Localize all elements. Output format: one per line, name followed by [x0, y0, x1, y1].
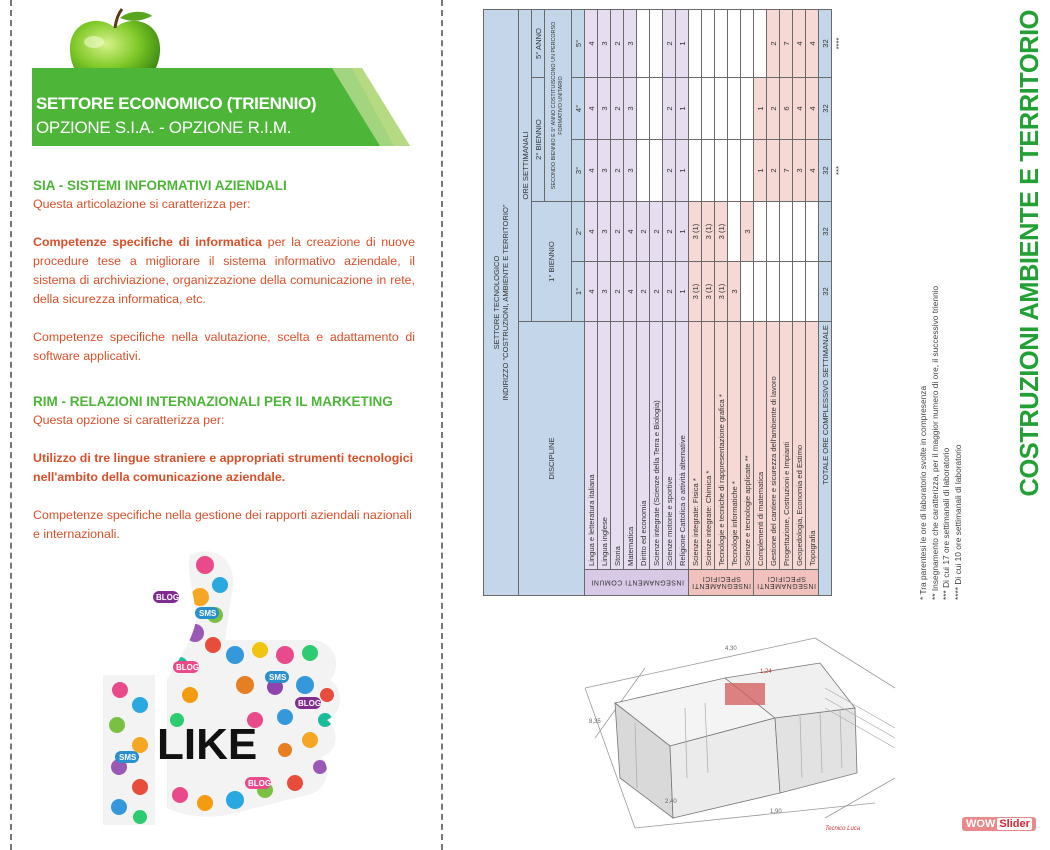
blog-badge: BLOG: [298, 699, 322, 708]
total-year-2: 32: [819, 202, 832, 262]
sia-intro: Questa articolazione si caratterizza per:: [33, 197, 251, 211]
hours-cell: [702, 78, 715, 140]
mark-year-4: [832, 78, 845, 140]
banner-title: SETTORE ECONOMICO (TRIENNIO): [36, 94, 317, 113]
table-row: [689, 9, 702, 595]
blog-badge: BLOG: [176, 663, 200, 672]
hours-cell: 2: [611, 78, 624, 140]
table-row: [624, 9, 637, 595]
hours-cell: [741, 9, 754, 77]
specifici-rows: [689, 9, 754, 595]
table-row: [780, 9, 793, 595]
hours-cell: [637, 78, 650, 140]
table-row: [754, 9, 767, 595]
biennio1-header: 1° BIENNIO: [532, 202, 572, 322]
hours-cell: [689, 78, 702, 140]
hours-cell: 4: [806, 9, 819, 77]
hours-cell: 2: [611, 202, 624, 262]
timetable-footer: [819, 9, 845, 595]
discipline-name: Scienze integrate (Scienze della Terra e Biologia): [650, 322, 663, 570]
sia-paragraph-2: Competenze specifiche nella valutazione, scelta e adattamento di software applicativi.: [33, 330, 415, 363]
footnotes: [918, 240, 998, 600]
hours-cell: [650, 78, 663, 140]
hours-cell: 3 (1): [702, 202, 715, 262]
total-year-3: 32: [819, 140, 832, 202]
hours-cell: 3 (1): [715, 262, 728, 322]
hours-cell: 2: [663, 140, 676, 202]
hours-cell: 1: [676, 9, 689, 77]
group-label: INSEGNAMENTI COMUNI: [585, 570, 689, 596]
hours-cell: [728, 78, 741, 140]
hours-cell: 2: [663, 202, 676, 262]
hours-cell: [741, 140, 754, 202]
discipline-name: Topografia: [806, 322, 819, 570]
hours-cell: [637, 140, 650, 202]
discipline-name: Complementi di matematica: [754, 322, 767, 570]
hours-cell: [637, 9, 650, 77]
discipline-name: Lingua e letteratura italiana: [585, 322, 598, 570]
watermark-slider: Slider: [999, 818, 1030, 830]
hours-cell: 4: [585, 140, 598, 202]
hours-cell: 2: [663, 78, 676, 140]
hours-cell: 4: [585, 78, 598, 140]
total-label: TOTALE ORE COMPLESSIVO SETTIMANALE: [819, 322, 832, 596]
hours-cell: 4: [585, 9, 598, 77]
hours-cell: 2: [767, 78, 780, 140]
hours-cell: 2: [767, 9, 780, 77]
discipline-name: Gestione del cantiere e sicurezza dell'ambiente di lavoro: [767, 322, 780, 570]
mark-year-1: [832, 262, 845, 322]
discipline-name: Scienze integrate: Chimica *: [702, 322, 715, 570]
discipline-name: Scienze integrate: Fisica *: [689, 322, 702, 570]
hours-cell: [689, 140, 702, 202]
table-row: [611, 9, 624, 595]
hours-cell: 7: [780, 9, 793, 77]
hours-cell: 3: [624, 140, 637, 202]
table-row: [741, 9, 754, 595]
hours-cell: 3: [624, 9, 637, 77]
hours-cell: 1: [676, 202, 689, 262]
total-year-4: 32: [819, 78, 832, 140]
hours-cell: 3: [598, 262, 611, 322]
biennio-note: SECONDO BIENNIO E 5° ANNO COSTITUISCONO UN PERCORSO FORMATIVO UNITARIO: [545, 9, 572, 201]
table-row: [585, 9, 598, 595]
hours-cell: 4: [585, 262, 598, 322]
hours-cell: [780, 262, 793, 322]
discipline-name: Progettazione, Costruzioni e Impianti: [780, 322, 793, 570]
blog-badge: BLOG: [248, 779, 272, 788]
hours-cell: 3: [793, 140, 806, 202]
ore-settimanali-header: ORE SETTIMANALI: [519, 9, 532, 321]
hours-cell: 3: [598, 140, 611, 202]
hours-cell: [702, 140, 715, 202]
hours-cell: 1: [676, 78, 689, 140]
hours-cell: 4: [585, 202, 598, 262]
comuni-rows: [585, 9, 689, 595]
sia-heading: SIA - SISTEMI INFORMATIVI AZIENDALI: [33, 178, 287, 193]
year-3: 3°: [572, 140, 585, 202]
hours-cell: 2: [637, 202, 650, 262]
hours-cell: [806, 202, 819, 262]
table-row: [637, 9, 650, 595]
hours-cell: 3: [741, 202, 754, 262]
hours-cell: 1: [754, 78, 767, 140]
hours-cell: [728, 140, 741, 202]
discipline-name: Religione Cattolica o attività alternative: [676, 322, 689, 570]
hours-cell: [702, 9, 715, 77]
watermark-wow: WOW: [966, 818, 996, 830]
hours-cell: 4: [806, 78, 819, 140]
hours-cell: [793, 262, 806, 322]
hours-cell: [715, 78, 728, 140]
hours-cell: [780, 202, 793, 262]
anno5-header: 5° ANNO: [532, 9, 545, 77]
hours-cell: [728, 202, 741, 262]
hours-cell: [754, 262, 767, 322]
hours-cell: 6: [780, 78, 793, 140]
like-thumbs-up-graphic: [95, 545, 350, 840]
hours-cell: 2: [611, 140, 624, 202]
hours-cell: 1: [754, 140, 767, 202]
sia-section: [33, 176, 415, 366]
hours-cell: [793, 202, 806, 262]
indirizzo-label: INDIRIZZO "COSTRUZIONI, AMBIENTE E TERRITORIO": [501, 204, 510, 401]
footnote-2: ** Insegnamento che caratterizza, per il maggior numero di ore, il successivo triennio: [929, 285, 940, 600]
dim-label-1: 4,30: [725, 646, 737, 652]
hours-cell: 2: [650, 202, 663, 262]
hours-cell: 4: [624, 202, 637, 262]
timetable-header: [484, 9, 585, 595]
total-year-1: 32: [819, 262, 832, 322]
banner-subtitle: OPZIONE S.I.A. - OPZIONE R.I.M.: [36, 118, 292, 137]
year-1: 1°: [572, 262, 585, 322]
rim-heading: RIM - RELAZIONI INTERNAZIONALI PER IL MARKETING: [33, 394, 393, 409]
hours-cell: 3: [624, 78, 637, 140]
table-row: [806, 9, 819, 595]
discipline-name: Lingua inglese: [598, 322, 611, 570]
discipline-name: Tecnologie e tecniche di rappresentazione grafica *: [715, 322, 728, 570]
hours-cell: 4: [793, 78, 806, 140]
table-row: [702, 9, 715, 595]
like-text: LIKE: [157, 720, 258, 769]
blog-badge: BLOG: [156, 593, 180, 602]
table-row: [598, 9, 611, 595]
sms-badge: SMS: [199, 609, 217, 618]
hours-cell: 2: [650, 262, 663, 322]
hours-cell: [806, 262, 819, 322]
hours-cell: 4: [793, 9, 806, 77]
hours-cell: 3: [598, 78, 611, 140]
rim-section: [33, 392, 415, 544]
rim-paragraph-1: Utilizzo di tre lingue straniere e appropriati strumenti tecnologici nell'ambito della comunicazione aziendale.: [33, 451, 414, 484]
table-row: [663, 9, 676, 595]
hours-cell: 3 (1): [702, 262, 715, 322]
hours-cell: [741, 78, 754, 140]
table-row: [650, 9, 663, 595]
total-year-5: 32: [819, 9, 832, 77]
hours-cell: 3 (1): [689, 202, 702, 262]
hours-cell: 7: [780, 140, 793, 202]
hours-cell: 2: [611, 9, 624, 77]
sia-p1-rest: per la creazione di nuove procedure tese a migliorare il sistema informativo aziendale, il sistema di archiviazione, organizzazione della comunicazione in rete, della sicurezza informatica, etc.: [33, 235, 415, 306]
hours-cell: [689, 9, 702, 77]
rim-paragraph-2: Competenze specifiche nella gestione dei rapporti aziendali nazionali e internazionali.: [33, 508, 412, 541]
sms-badge: SMS: [269, 673, 287, 682]
discipline-name: Diritto ed economia: [637, 322, 650, 570]
hours-cell: 3 (1): [689, 262, 702, 322]
hours-cell: 4: [806, 140, 819, 202]
hours-cell: 2: [637, 262, 650, 322]
year-5: 5°: [572, 9, 585, 77]
hours-cell: [728, 9, 741, 77]
hours-cell: 1: [676, 140, 689, 202]
hours-cell: 2: [767, 140, 780, 202]
hours-cell: [715, 9, 728, 77]
hours-cell: 2: [663, 262, 676, 322]
table-row: [676, 9, 689, 595]
rim-intro: Questa opzione si caratterizza per:: [33, 413, 225, 427]
timetable: [483, 9, 844, 596]
hours-cell: [715, 140, 728, 202]
discipline-name: Storia: [611, 322, 624, 570]
hours-cell: 4: [624, 262, 637, 322]
group-label: INSEGNAMENTI SPECIFICI: [689, 570, 754, 596]
discipline-name: Scienze e tecnologie applicate **: [741, 322, 754, 570]
hours-cell: [754, 9, 767, 77]
middle-cut-line: [441, 0, 443, 850]
vertical-title-text: COSTRUZIONI AMBIENTE E TERRITORIO: [1016, 10, 1044, 497]
footnote-1: * Tra parentesi le ore di laboratorio svolte in compresenza: [918, 385, 928, 600]
discipline-name: Tecnologie informatiche *: [728, 322, 741, 570]
banner-text: [36, 94, 316, 138]
biennio2-header: 2° BIENNIO: [532, 78, 545, 202]
sia-paragraph-1: [33, 233, 415, 309]
year-2: 2°: [572, 202, 585, 262]
vertical-title: [1013, 10, 1047, 610]
year-4: 4°: [572, 78, 585, 140]
hours-cell: 2: [611, 262, 624, 322]
discipline-name: Geopedologia, Economia ed Estimo: [793, 322, 806, 570]
dim-label-5: 1,90: [770, 809, 782, 815]
hours-cell: 3: [598, 9, 611, 77]
table-row: [767, 9, 780, 595]
hours-cell: 2: [663, 9, 676, 77]
discipline-name: Matematica: [624, 322, 637, 570]
sector-header: [484, 9, 519, 595]
discipline-header: DISCIPLINE: [519, 322, 585, 596]
sia-p1-bold: Competenze specifiche di informatica: [33, 235, 263, 249]
wowslider-watermark: [962, 817, 1036, 831]
footnote-4: **** Di cui 10 ore settimanali di laboratorio: [952, 444, 963, 600]
mark-year-5: ****: [833, 37, 843, 50]
hours-cell: [650, 140, 663, 202]
table-row: [728, 9, 741, 595]
sms-badge: SMS: [119, 753, 137, 762]
dim-label-2: 1,24: [760, 669, 772, 675]
architectural-drawing-image: [575, 628, 905, 843]
sector-label: SETTORE TECNOLOGICO: [492, 255, 501, 350]
mark-year-3: ***: [833, 166, 843, 175]
hours-cell: 3: [598, 202, 611, 262]
drawing-signature: Tecnico Luca: [825, 826, 861, 832]
hours-cell: [741, 262, 754, 322]
hours-cell: [767, 262, 780, 322]
discipline-name: Scienze motorie e sportive: [663, 322, 676, 570]
dim-label-3: 2,40: [665, 799, 677, 805]
hours-cell: 3 (1): [715, 202, 728, 262]
indirizzo-rows: [754, 9, 819, 595]
hours-cell: [754, 202, 767, 262]
hours-cell: [767, 202, 780, 262]
group-label: INSEGNAMENTI SPECIFICI: [754, 570, 819, 596]
mark-year-2: [832, 202, 845, 262]
dim-label-4: 8,35: [589, 719, 601, 725]
left-cut-line: [10, 0, 12, 850]
hours-cell: 1: [676, 262, 689, 322]
timetable-container: [483, 10, 883, 596]
footnote-3: *** Di cui 17 ore settimanali di laboratorio: [941, 447, 951, 600]
table-row: [793, 9, 806, 595]
hours-cell: 3: [728, 262, 741, 322]
table-row: [715, 9, 728, 595]
hours-cell: [650, 9, 663, 77]
